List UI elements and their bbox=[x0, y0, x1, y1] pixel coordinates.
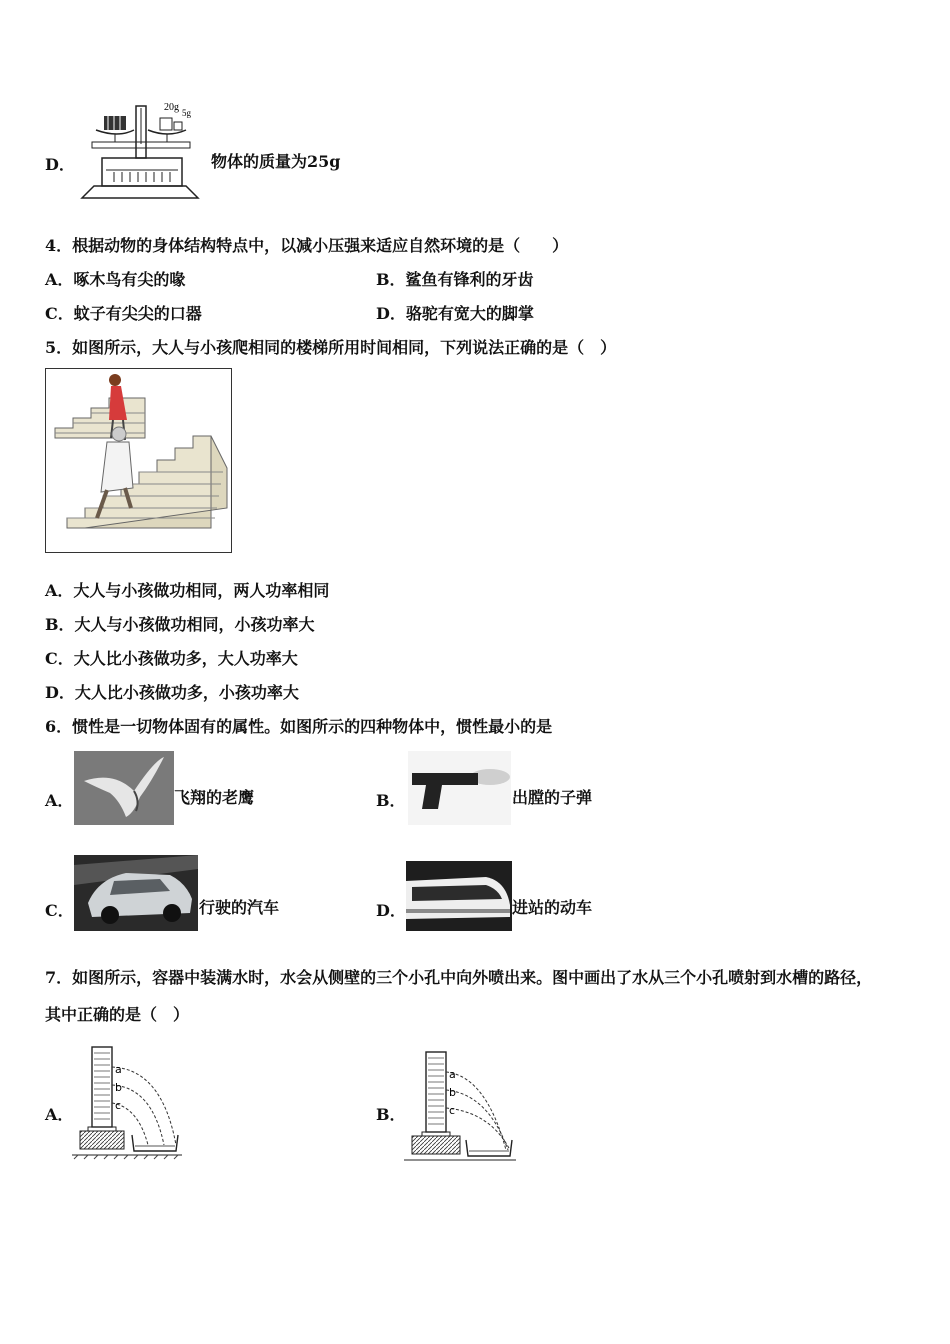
q4-option-d[interactable] bbox=[376, 304, 534, 324]
q6-option-a-label: A． bbox=[45, 791, 74, 810]
train-photo[interactable] bbox=[406, 861, 512, 931]
option-text: 骆驼有宽大的脚掌 bbox=[405, 304, 534, 323]
car-photo[interactable] bbox=[74, 855, 198, 931]
q7-stem-line2: 其中正确的是（ ） bbox=[45, 1005, 190, 1024]
option-label: B． bbox=[45, 615, 75, 634]
q3-option-d-label: D． bbox=[45, 155, 75, 174]
option-label: A． bbox=[45, 270, 74, 289]
option-text: 蚊子有尖尖的口器 bbox=[73, 304, 202, 323]
option-label: C． bbox=[45, 304, 74, 323]
q5-stem: 5．如图所示，大人与小孩爬相同的楼梯所用时间相同，下列说法正确的是（ ） bbox=[45, 338, 617, 357]
q6-option-b-label: B． bbox=[376, 791, 406, 810]
q7-option-b-label[interactable]: B． bbox=[376, 1105, 406, 1124]
hole-label-b: b bbox=[115, 1081, 122, 1094]
q6-option-a-text: 飞翔的老鹰 bbox=[174, 788, 255, 807]
stairs-figure bbox=[45, 368, 233, 554]
q4-option-b[interactable] bbox=[376, 270, 534, 290]
hole-label-c: c bbox=[449, 1104, 456, 1117]
option-label: A． bbox=[45, 581, 74, 600]
option-text: 大人比小孩做功多，小孩功率大 bbox=[74, 683, 299, 702]
water-container-figure-b[interactable] bbox=[404, 1050, 518, 1164]
weight-label-20g: 20g bbox=[164, 102, 179, 113]
option-text: 大人比小孩做功多，大人功率大 bbox=[73, 649, 298, 668]
q6-option-d-text: 进站的动车 bbox=[512, 898, 593, 917]
hole-label-c: c bbox=[115, 1099, 122, 1112]
q6-stem: 6．惯性是一切物体固有的属性。如图所示的四种物体中，惯性最小的是 bbox=[45, 717, 553, 736]
q4-option-a[interactable] bbox=[45, 270, 185, 290]
q4-option-c[interactable] bbox=[45, 304, 202, 324]
weight-label-5g: 5g bbox=[182, 108, 191, 118]
hole-label-b: b bbox=[449, 1086, 456, 1099]
q7-option-a-label[interactable]: A． bbox=[45, 1105, 74, 1124]
q5-option-b[interactable] bbox=[45, 615, 315, 635]
option-label: D． bbox=[45, 683, 75, 702]
option-label: D． bbox=[376, 304, 406, 323]
q6-option-c-label: C． bbox=[45, 901, 74, 920]
q5-option-a[interactable] bbox=[45, 581, 329, 601]
q5-option-d[interactable] bbox=[45, 683, 299, 703]
option-label: C． bbox=[45, 649, 74, 668]
option-text: 鲨鱼有锋利的牙齿 bbox=[405, 270, 534, 289]
q4-stem: 4．根据动物的身体结构特点中，以减小压强来适应自然环境的是（ ） bbox=[45, 236, 569, 255]
q7-stem-line1: 7．如图所示，容器中装满水时，水会从侧壁的三个小孔中向外喷出来。图中画出了水从三个小孔喷射到水槽的路径， bbox=[45, 968, 873, 987]
q5-option-c[interactable] bbox=[45, 649, 298, 669]
q3-option-d-text: 物体的质量为25g bbox=[211, 152, 341, 171]
hole-label-a: a bbox=[449, 1068, 456, 1081]
option-text: 啄木鸟有尖的喙 bbox=[73, 270, 186, 289]
water-container-figure-a[interactable] bbox=[72, 1045, 184, 1161]
eagle-photo[interactable] bbox=[74, 751, 174, 825]
balance-scale-figure bbox=[78, 98, 203, 202]
hole-label-a: a bbox=[115, 1063, 122, 1076]
q6-option-d-label: D． bbox=[376, 901, 406, 920]
option-text: 大人与小孩做功相同，两人功率相同 bbox=[73, 581, 330, 600]
gun-photo[interactable] bbox=[408, 751, 511, 825]
q6-option-b-text: 出膛的子弹 bbox=[512, 788, 593, 807]
option-label: B． bbox=[376, 270, 406, 289]
q6-option-c-text: 行驶的汽车 bbox=[199, 898, 280, 917]
option-text: 大人与小孩做功相同，小孩功率大 bbox=[74, 615, 315, 634]
